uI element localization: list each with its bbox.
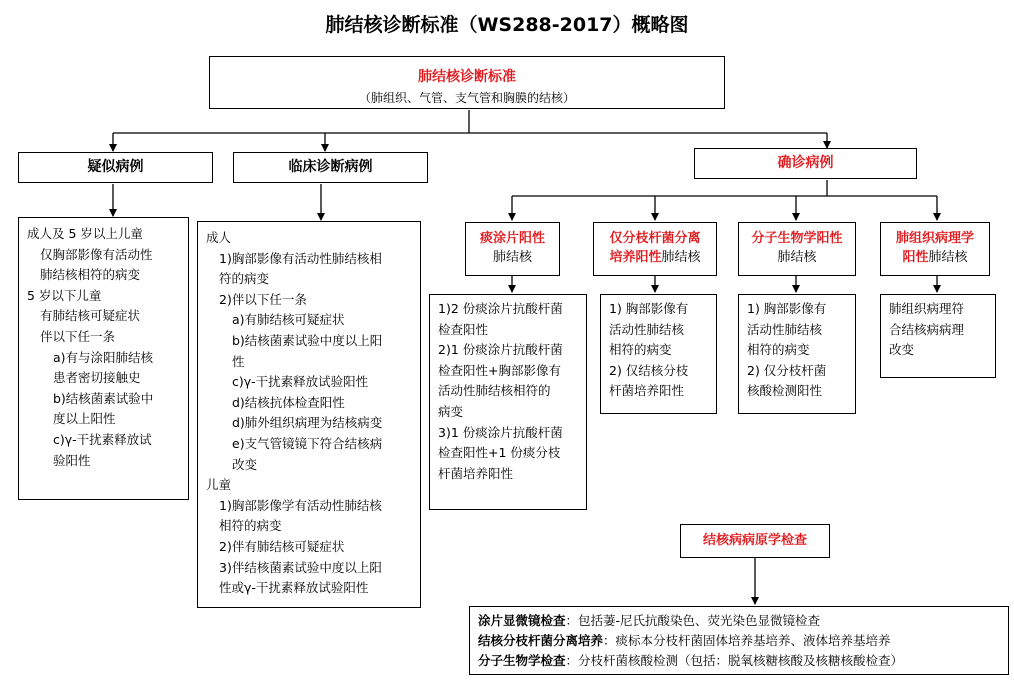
clinical-criteria-line: 性或γ-干扰素释放试验阳性 — [219, 580, 369, 596]
clinical-criteria-line: 儿童 — [206, 477, 232, 493]
confirmed-sub-box-3 — [738, 222, 856, 276]
criteria-line: 杆菌培养阳性 — [438, 465, 514, 481]
confirmed-sub-name: 阳性 — [902, 250, 929, 265]
suspected-criteria-line: 肺结核相符的病变 — [40, 267, 141, 283]
criteria-line: 3)1 份痰涂片抗酸杆菌 — [438, 424, 563, 440]
criteria-line: 相符的病变 — [609, 342, 672, 358]
lab-item-label: 涂片显微镜检查 — [478, 613, 566, 628]
confirmed-sub-box-4 — [880, 222, 990, 276]
criteria-line: 改变 — [889, 342, 915, 358]
root-name: 肺结核诊断标准 — [418, 69, 516, 85]
suspected-criteria-line: a)有与涂阳肺结核 — [53, 349, 154, 365]
criteria-line: 核酸检测阳性 — [747, 383, 823, 399]
clinical-criteria-line: 符的病变 — [219, 271, 270, 287]
clinical-criteria-line: 3)伴结核菌素试验中度以上阳 — [219, 559, 382, 575]
clinical-criteria-line: 1)胸部影像有活动性肺结核相 — [219, 250, 382, 266]
confirmed-sub-criteria-4 — [880, 294, 996, 378]
confirmed-sub-box-1 — [465, 222, 560, 276]
confirmed-box: 确诊病例 — [694, 148, 917, 179]
criteria-line: 1)2 份痰涂片抗酸杆菌 — [438, 301, 563, 316]
suspected-criteria-line: 患者密切接触史 — [53, 370, 141, 386]
criteria-line: 2)1 份痰涂片抗酸杆菌 — [438, 342, 563, 358]
criteria-line: 2) 仅结核分枝 — [609, 362, 689, 378]
lab-item — [478, 651, 1008, 671]
criteria-line: 相符的病变 — [747, 342, 810, 358]
root-box — [209, 56, 725, 109]
lab-detail-box — [469, 606, 1009, 675]
lab-item-label: 分子生物学检查 — [478, 653, 566, 668]
suspected-criteria-line: 5 岁以下儿童 — [27, 287, 102, 303]
criteria-line: 杆菌培养阳性 — [609, 383, 685, 399]
clinical-criteria-line: 成人 — [206, 230, 232, 245]
clinical-criteria-line: b)结核菌素试验中度以上阳 — [232, 332, 383, 348]
confirmed-sub-name: 痰涂片阳性 — [479, 231, 545, 246]
suspected-criteria-line: b)结核菌素试验中 — [53, 390, 154, 406]
confirmed-sub-box-2 — [593, 222, 717, 276]
suspected-criteria-line: 伴以下任一条 — [40, 328, 116, 344]
lab-item-text: ：分枝杆菌核酸检测（包括：脱氧核糖核酸及核糖核酸检查） — [565, 653, 904, 668]
lab-item-label: 结核分枝杆菌分离培养 — [478, 633, 604, 648]
clinical-criteria-line: c)γ-干扰素释放试验阳性 — [232, 374, 369, 390]
confirmed-sub-suffix: 肺结核 — [661, 250, 701, 265]
criteria-line: 活动性肺结核 — [609, 321, 685, 337]
confirmed-sub-name: 仅分枝杆菌分离 — [609, 231, 701, 246]
clinical-criteria-line: d)肺外组织病理为结核病变 — [232, 415, 383, 431]
confirmed-sub-name: 分子生物学阳性 — [751, 231, 843, 246]
clinical-criteria-line: e)支气管镜镜下符合结核病 — [232, 435, 383, 451]
criteria-line: 1) 胸部影像有 — [609, 301, 689, 316]
confirmed-sub-name: 培养阳性 — [609, 250, 662, 265]
criteria-line: 活动性肺结核相符的 — [438, 383, 551, 399]
lab-item-text: ：痰标本分枝杆菌固体培养基培养、液体培养基培养 — [603, 633, 891, 648]
clinical-criteria-line: 相符的病变 — [219, 518, 282, 534]
clinical-criteria-box — [197, 221, 421, 608]
suspected-criteria-line: 仅胸部影像有活动性 — [40, 246, 153, 262]
confirmed-sub-suffix: 肺结核 — [777, 250, 817, 265]
suspected-criteria-line: 有肺结核可疑症状 — [40, 308, 141, 324]
criteria-line: 2) 仅分枝杆菌 — [747, 362, 827, 378]
clinical-criteria-line: 2)伴有肺结核可疑症状 — [219, 538, 345, 554]
criteria-line: 肺组织病理符 — [889, 301, 965, 316]
lab-item-text: ：包括萋-尼氏抗酸染色、荧光染色显微镜检查 — [565, 613, 821, 628]
clinical-box: 临床诊断病例 — [233, 152, 428, 183]
clinical-criteria-line: 1)胸部影像学有活动性肺结核 — [219, 497, 382, 513]
clinical-criteria-line: 2)伴以下任一条 — [219, 291, 307, 307]
suspected-criteria-line: c)γ-干扰素释放试 — [53, 431, 152, 447]
confirmed-sub-suffix: 肺结核 — [928, 250, 968, 265]
confirmed-sub-suffix: 肺结核 — [492, 250, 532, 265]
root-desc: （肺组织、气管、支气管和胸膜的结核） — [358, 91, 575, 105]
criteria-line: 合结核病病理 — [889, 321, 965, 337]
confirmed-sub-criteria-2 — [600, 294, 717, 414]
criteria-line: 检查阳性+胸部影像有 — [438, 362, 561, 378]
criteria-line: 病变 — [438, 403, 464, 419]
clinical-criteria-line: 性 — [232, 353, 245, 369]
criteria-line: 1) 胸部影像有 — [747, 301, 827, 316]
suspected-criteria-box — [18, 217, 189, 500]
clinical-criteria-line: 改变 — [232, 456, 258, 472]
confirmed-sub-criteria-3 — [738, 294, 856, 414]
confirmed-sub-name: 肺组织病理学 — [895, 231, 974, 246]
confirmed-sub-criteria-1 — [429, 294, 587, 510]
suspected-criteria-line: 验阳性 — [53, 452, 91, 468]
criteria-line: 活动性肺结核 — [747, 321, 823, 337]
diagram-title: 肺结核诊断标准（WS288-2017）概略图 — [325, 14, 689, 36]
suspected-criteria-line: 度以上阳性 — [53, 411, 116, 427]
criteria-line: 检查阳性+1 份痰分枝 — [438, 445, 561, 461]
clinical-criteria-line: a)有肺结核可疑症状 — [232, 312, 345, 328]
suspected-box: 疑似病例 — [18, 152, 213, 183]
criteria-line: 检查阳性 — [438, 321, 489, 337]
lab-title-box: 结核病病原学检查 — [680, 524, 830, 558]
clinical-criteria-line: d)结核抗体检查阳性 — [232, 394, 345, 410]
lab-item — [478, 611, 1008, 631]
lab-item — [478, 631, 1008, 651]
suspected-criteria-line: 成人及 5 岁以上儿童 — [27, 226, 143, 241]
